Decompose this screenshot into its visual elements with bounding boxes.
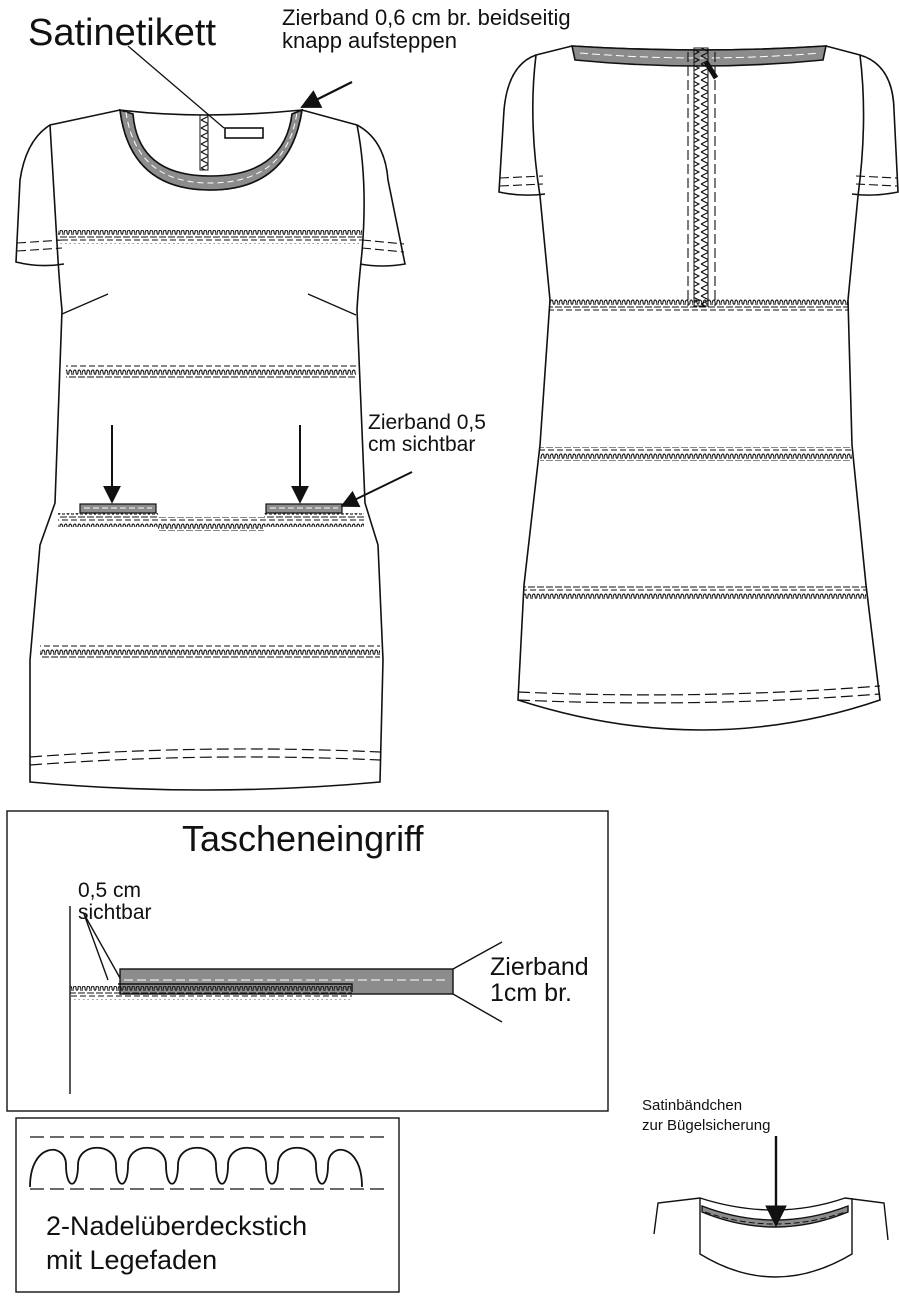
back-sleeve-left [499,55,545,195]
label-neck-tape-line-2: knapp aufsteppen [282,28,457,54]
front-seam-4 [40,645,380,659]
back-seam-2 [540,447,852,461]
front-view [16,110,405,790]
label-satin-tag: Satinetikett [28,12,216,54]
back-sleeve-right [852,55,898,195]
label-detail-visible-line-2: sichtbar [78,901,152,925]
legend-caption-line-2: mit Legefaden [46,1244,218,1275]
detail-title: Tascheneingriff [182,818,424,859]
pocket-tape-left [80,504,156,513]
label-pocket-tape-line-2: cm sichtbar [368,433,476,457]
front-seam-1 [58,230,362,244]
label-detail-tape-width [490,954,589,1007]
label-pocket-tape-line-1: Zierband 0,5 [368,411,486,434]
front-placket [200,115,208,170]
bust-dart-left [62,294,108,314]
label-pocket-tape-visible [368,412,486,456]
back-seam-3 [524,586,866,600]
label-satin-ribbon [642,1096,770,1135]
satin-label [225,128,263,138]
neck-detail-outline [654,1198,888,1240]
front-seam-3c [264,513,364,527]
back-view [499,46,898,730]
legend-caption-line-1: 2-Nadelüberdeckstich [46,1211,308,1241]
detail-seam [70,986,352,1000]
front-neck-binding [120,110,302,190]
front-seam-3b [158,517,264,531]
back-seam-1 [550,298,848,312]
front-sleeve-hem-right [362,240,404,252]
label-neck-tape-line-1: Zierband 0,6 cm br. beidseitig [282,5,571,30]
satin-label-leader [128,46,224,128]
neck-detail [654,1136,888,1277]
label-detail-tape-line-2: 1cm br. [490,979,572,1008]
front-annotations [112,46,412,506]
label-detail-visible-line-1: 0,5 cm [78,879,142,902]
front-hem-stitch [30,749,380,765]
back-hem-stitch [518,686,880,703]
label-neck-tape [282,6,571,52]
pocket-tape-right [266,504,342,513]
back-zipper [694,48,708,306]
back-sleeve-hem-right [856,176,897,186]
front-seam-2 [66,365,356,379]
front-body-outline [30,110,383,790]
label-detail-tape-line-1: Zierband [490,953,589,981]
front-seam-3a [58,513,158,527]
legend-looper-thread [30,1148,362,1187]
legend-caption [46,1210,307,1278]
label-satin-ribbon-line-1: Satinbändchen [642,1097,743,1114]
neck-tape-arrow [302,82,352,107]
label-detail-visible [78,880,152,924]
tape-visible-arrow [342,472,412,506]
front-sleeve-hem-left [17,240,62,251]
label-satin-ribbon-line-2: zur Bügelsicherung [642,1116,771,1134]
bust-dart-right [308,294,356,315]
